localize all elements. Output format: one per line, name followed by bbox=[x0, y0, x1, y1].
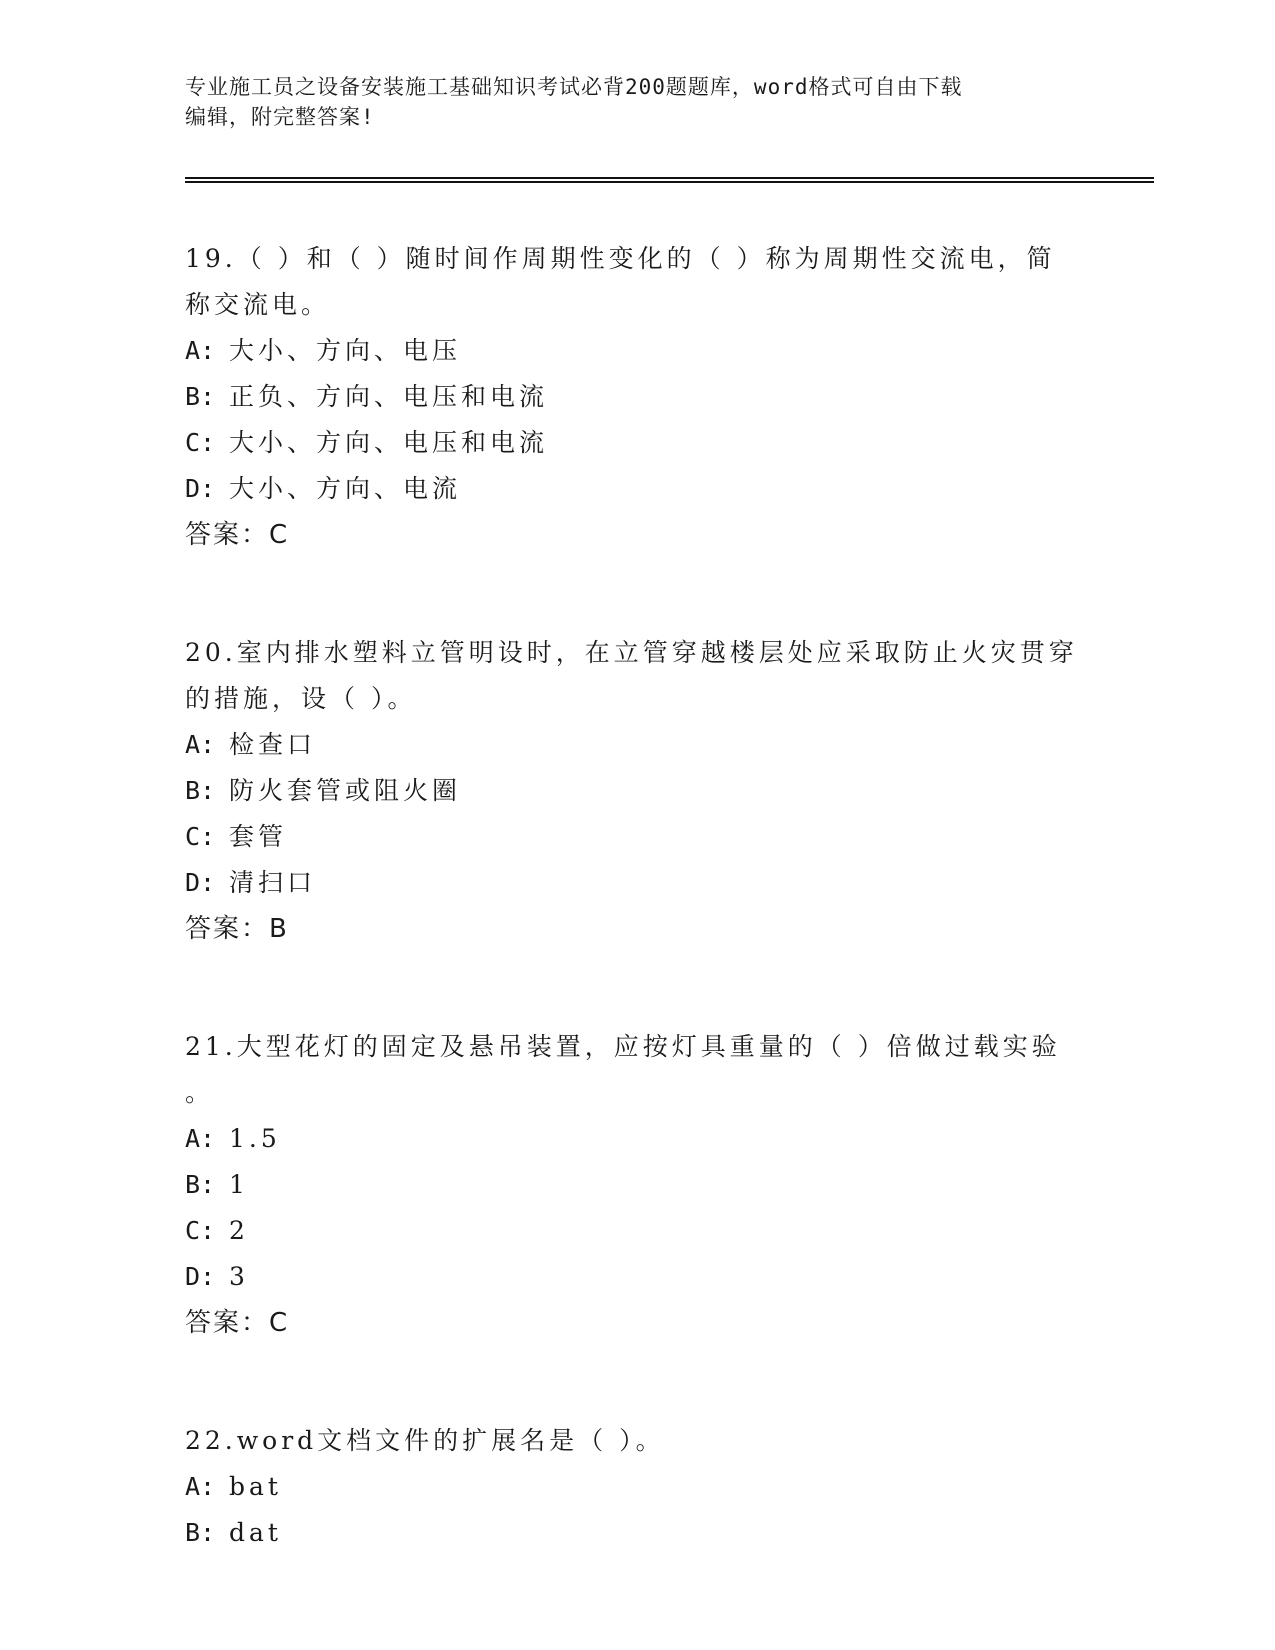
option-text: dat bbox=[229, 1518, 282, 1547]
option-d bbox=[185, 466, 1085, 512]
option-key: B: bbox=[185, 1518, 216, 1547]
question-text-line: 19.（ ）和（ ）随时间作周期性变化的（ ）称为周期性交流电，简 bbox=[185, 244, 1056, 273]
header-divider bbox=[185, 177, 1154, 183]
header-line-2: 编辑，附完整答案! bbox=[185, 105, 375, 129]
option-c bbox=[185, 1208, 1085, 1254]
option-b bbox=[185, 1510, 1085, 1556]
option-text: 1 bbox=[229, 1170, 249, 1199]
question-text-line: 21.大型花灯的固定及悬吊装置，应按灯具重量的（ ）倍做过载实验 bbox=[185, 1032, 1061, 1061]
question-spacer bbox=[185, 558, 1085, 630]
question-text-line: 。 bbox=[185, 1078, 215, 1107]
option-key: D: bbox=[185, 1262, 216, 1291]
answer-line: 答案：B bbox=[185, 914, 289, 944]
option-text: 套管 bbox=[229, 822, 288, 851]
option-text: 2 bbox=[229, 1216, 249, 1245]
option-a bbox=[185, 328, 1085, 374]
option-key: B: bbox=[185, 382, 216, 411]
option-text: 正负、方向、电压和电流 bbox=[229, 382, 549, 411]
question-19 bbox=[185, 236, 1085, 558]
option-key: D: bbox=[185, 474, 216, 503]
option-text: bat bbox=[229, 1472, 282, 1501]
option-key: A: bbox=[185, 1472, 216, 1501]
answer-line: 答案：C bbox=[185, 1308, 290, 1338]
option-text: 检查口 bbox=[229, 730, 317, 759]
option-key: A: bbox=[185, 730, 216, 759]
option-a bbox=[185, 722, 1085, 768]
question-21 bbox=[185, 1024, 1085, 1346]
option-key: B: bbox=[185, 776, 216, 805]
question-spacer bbox=[185, 952, 1085, 1024]
question-list bbox=[185, 236, 1085, 1556]
option-b bbox=[185, 768, 1085, 814]
option-key: C: bbox=[185, 822, 216, 851]
option-text: 防火套管或阻火圈 bbox=[229, 776, 462, 805]
option-key: C: bbox=[185, 1216, 216, 1245]
header-line-1: 专业施工员之设备安装施工基础知识考试必背200题题库，word格式可自由下载 bbox=[185, 75, 963, 99]
question-text-line: 22.word文档文件的扩展名是（ ）。 bbox=[185, 1426, 665, 1455]
question-20 bbox=[185, 630, 1085, 952]
question-spacer bbox=[185, 1346, 1085, 1418]
option-d bbox=[185, 860, 1085, 906]
option-b bbox=[185, 374, 1085, 420]
option-d bbox=[185, 1254, 1085, 1300]
option-text: 1.5 bbox=[229, 1124, 281, 1153]
option-c bbox=[185, 814, 1085, 860]
option-text: 清扫口 bbox=[229, 868, 317, 897]
option-text: 大小、方向、电流 bbox=[229, 474, 462, 503]
option-b bbox=[185, 1162, 1085, 1208]
option-c bbox=[185, 420, 1085, 466]
question-text-line: 称交流电。 bbox=[185, 290, 331, 319]
option-key: C: bbox=[185, 428, 216, 457]
option-a bbox=[185, 1464, 1085, 1510]
answer-line: 答案：C bbox=[185, 520, 290, 550]
option-key: A: bbox=[185, 336, 216, 365]
question-text-line: 的措施，设（ ）。 bbox=[185, 684, 417, 713]
question-22 bbox=[185, 1418, 1085, 1556]
option-text: 3 bbox=[229, 1262, 249, 1291]
option-key: A: bbox=[185, 1124, 216, 1153]
option-a bbox=[185, 1116, 1085, 1162]
option-text: 大小、方向、电压 bbox=[229, 336, 462, 365]
option-key: D: bbox=[185, 868, 216, 897]
question-text-line: 20.室内排水塑料立管明设时，在立管穿越楼层处应采取防止火灾贯穿 bbox=[185, 638, 1078, 667]
option-text: 大小、方向、电压和电流 bbox=[229, 428, 549, 457]
option-key: B: bbox=[185, 1170, 216, 1199]
document-header bbox=[185, 72, 1085, 132]
